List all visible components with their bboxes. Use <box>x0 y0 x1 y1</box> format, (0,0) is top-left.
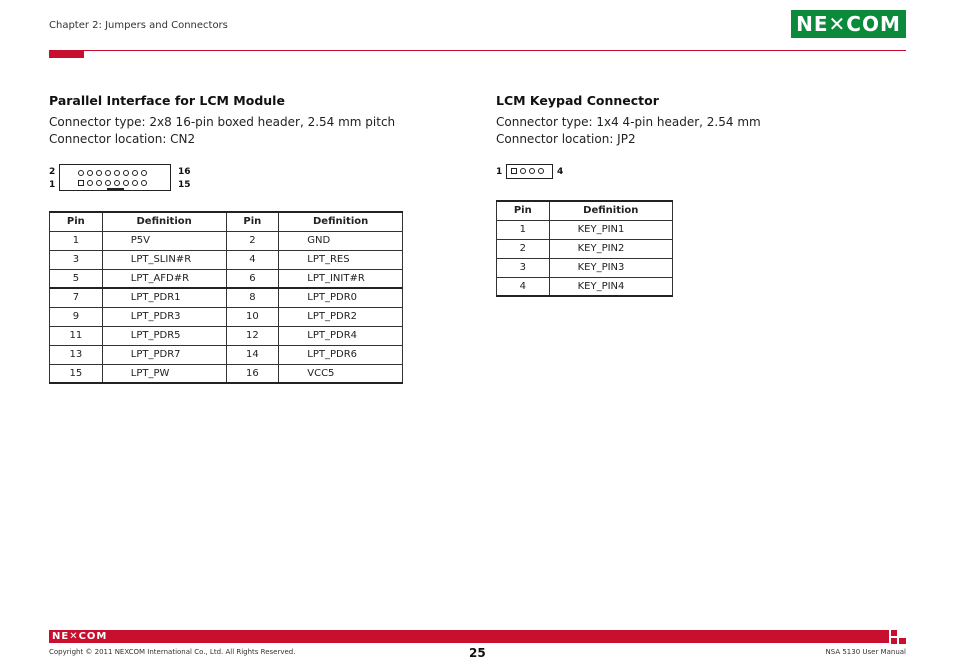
manual-title: NSA 5130 User Manual <box>825 648 906 656</box>
definition-cell: LPT_PDR7 <box>102 345 226 364</box>
definition-cell: LPT_PDR3 <box>102 307 226 326</box>
table-row <box>497 277 673 296</box>
definition-cell: LPT_PDR1 <box>102 288 226 307</box>
pin-cell: 12 <box>226 326 279 345</box>
col-pin: Pin <box>50 212 103 231</box>
table-row <box>50 288 403 307</box>
table-row <box>50 326 403 345</box>
pin-cell: 1 <box>497 220 550 239</box>
pin-circle-icon <box>87 170 93 176</box>
pin-cell: 8 <box>226 288 279 307</box>
pin-label-16: 16 <box>178 167 191 177</box>
table-row <box>497 220 673 239</box>
footer-logo: NE✕COM <box>52 631 108 642</box>
pin-cell: 1 <box>50 231 103 250</box>
pin-circle-icon <box>132 180 138 186</box>
pin-cell: 4 <box>226 250 279 269</box>
definition-cell: LPT_PDR5 <box>102 326 226 345</box>
pin-cell: 5 <box>50 269 103 288</box>
lcm-module-heading: Parallel Interface for LCM Module <box>49 93 285 108</box>
pin-cell: 2 <box>226 231 279 250</box>
jp2-pin-table <box>496 200 673 297</box>
definition-cell: VCC5 <box>279 364 403 383</box>
table-header-row <box>50 212 403 231</box>
pin-label-4: 4 <box>557 167 564 177</box>
definition-cell: LPT_PDR0 <box>279 288 403 307</box>
header-rule <box>84 50 906 51</box>
pin-cell: 13 <box>50 345 103 364</box>
definition-cell: KEY_PIN2 <box>549 239 672 258</box>
footer-square <box>891 630 897 636</box>
pin-circle-icon <box>105 170 111 176</box>
keypad-heading: LCM Keypad Connector <box>496 93 659 108</box>
definition-cell: GND <box>279 231 403 250</box>
footer-square <box>891 638 897 644</box>
pin-circle-icon <box>538 168 544 174</box>
pin-square-icon <box>511 168 517 174</box>
pin-cell: 10 <box>226 307 279 326</box>
pin-label-1: 1 <box>49 180 56 190</box>
pin-cell: 4 <box>497 277 550 296</box>
keypad-location: Connector location: JP2 <box>496 132 636 146</box>
pin-circle-icon <box>123 170 129 176</box>
col-pin: Pin <box>226 212 279 231</box>
lcm-module-location: Connector location: CN2 <box>49 132 196 146</box>
header-outline <box>59 164 171 191</box>
pin-label-2: 2 <box>49 167 56 177</box>
pin-cell: 3 <box>497 258 550 277</box>
pin-cell: 6 <box>226 269 279 288</box>
key-notch <box>107 188 124 191</box>
col-definition: Definition <box>279 212 403 231</box>
pin-circle-icon <box>123 180 129 186</box>
pin-circle-icon <box>114 180 120 186</box>
pin-cell: 14 <box>226 345 279 364</box>
header-accent-bar <box>49 50 84 58</box>
lcm-module-type: Connector type: 2x8 16-pin boxed header, 2.54 mm pitch <box>49 115 396 129</box>
pin-circle-icon <box>529 168 535 174</box>
col-definition: Definition <box>549 201 672 220</box>
definition-cell: LPT_AFD#R <box>102 269 226 288</box>
logo-text: NE✕COM <box>796 12 901 36</box>
definition-cell: LPT_PW <box>102 364 226 383</box>
definition-cell: KEY_PIN3 <box>549 258 672 277</box>
pin-circle-icon <box>96 180 102 186</box>
definition-cell: LPT_PDR2 <box>279 307 403 326</box>
pin-row-even <box>78 170 147 176</box>
pin-cell: 2 <box>497 239 550 258</box>
pin-circle-icon <box>96 170 102 176</box>
cn2-pin-table <box>49 211 403 384</box>
definition-cell: LPT_PDR6 <box>279 345 403 364</box>
table-row <box>50 364 403 383</box>
definition-cell: KEY_PIN1 <box>549 220 672 239</box>
col-pin: Pin <box>497 201 550 220</box>
definition-cell: P5V <box>102 231 226 250</box>
table-header-row <box>497 201 673 220</box>
pin-label-1: 1 <box>496 167 503 177</box>
pin-cell: 11 <box>50 326 103 345</box>
table-row <box>50 345 403 364</box>
pin-circle-icon <box>105 180 111 186</box>
pin-circle-icon <box>132 170 138 176</box>
keypad-type: Connector type: 1x4 4-pin header, 2.54 mm <box>496 115 761 129</box>
pin-cell: 16 <box>226 364 279 383</box>
definition-cell: KEY_PIN4 <box>549 277 672 296</box>
pin-cell: 9 <box>50 307 103 326</box>
table-row <box>497 258 673 277</box>
footer-square <box>899 638 906 644</box>
pin-row <box>511 168 544 174</box>
pin-circle-icon <box>141 170 147 176</box>
definition-cell: LPT_INIT#R <box>279 269 403 288</box>
table-row <box>497 239 673 258</box>
pin-cell: 15 <box>50 364 103 383</box>
pin-circle-icon <box>87 180 93 186</box>
table-row <box>50 307 403 326</box>
definition-cell: LPT_RES <box>279 250 403 269</box>
chapter-title: Chapter 2: Jumpers and Connectors <box>49 20 228 31</box>
table-row <box>50 231 403 250</box>
pin-cell: 3 <box>50 250 103 269</box>
pin-circle-icon <box>78 170 84 176</box>
page-number: 25 <box>469 646 486 660</box>
copyright: Copyright © 2011 NEXCOM International Co., Ltd. All Rights Reserved. <box>49 648 296 656</box>
pin-row-odd <box>78 180 147 186</box>
pin-circle-icon <box>141 180 147 186</box>
table-row <box>50 250 403 269</box>
footer-bar <box>49 630 889 643</box>
table-row <box>50 269 403 288</box>
col-definition: Definition <box>102 212 226 231</box>
definition-cell: LPT_SLIN#R <box>102 250 226 269</box>
pin-cell: 7 <box>50 288 103 307</box>
pin-label-15: 15 <box>178 180 191 190</box>
pin-circle-icon <box>114 170 120 176</box>
nexcom-logo <box>791 10 906 38</box>
pin-circle-icon <box>520 168 526 174</box>
definition-cell: LPT_PDR4 <box>279 326 403 345</box>
pin-square-icon <box>78 180 84 186</box>
